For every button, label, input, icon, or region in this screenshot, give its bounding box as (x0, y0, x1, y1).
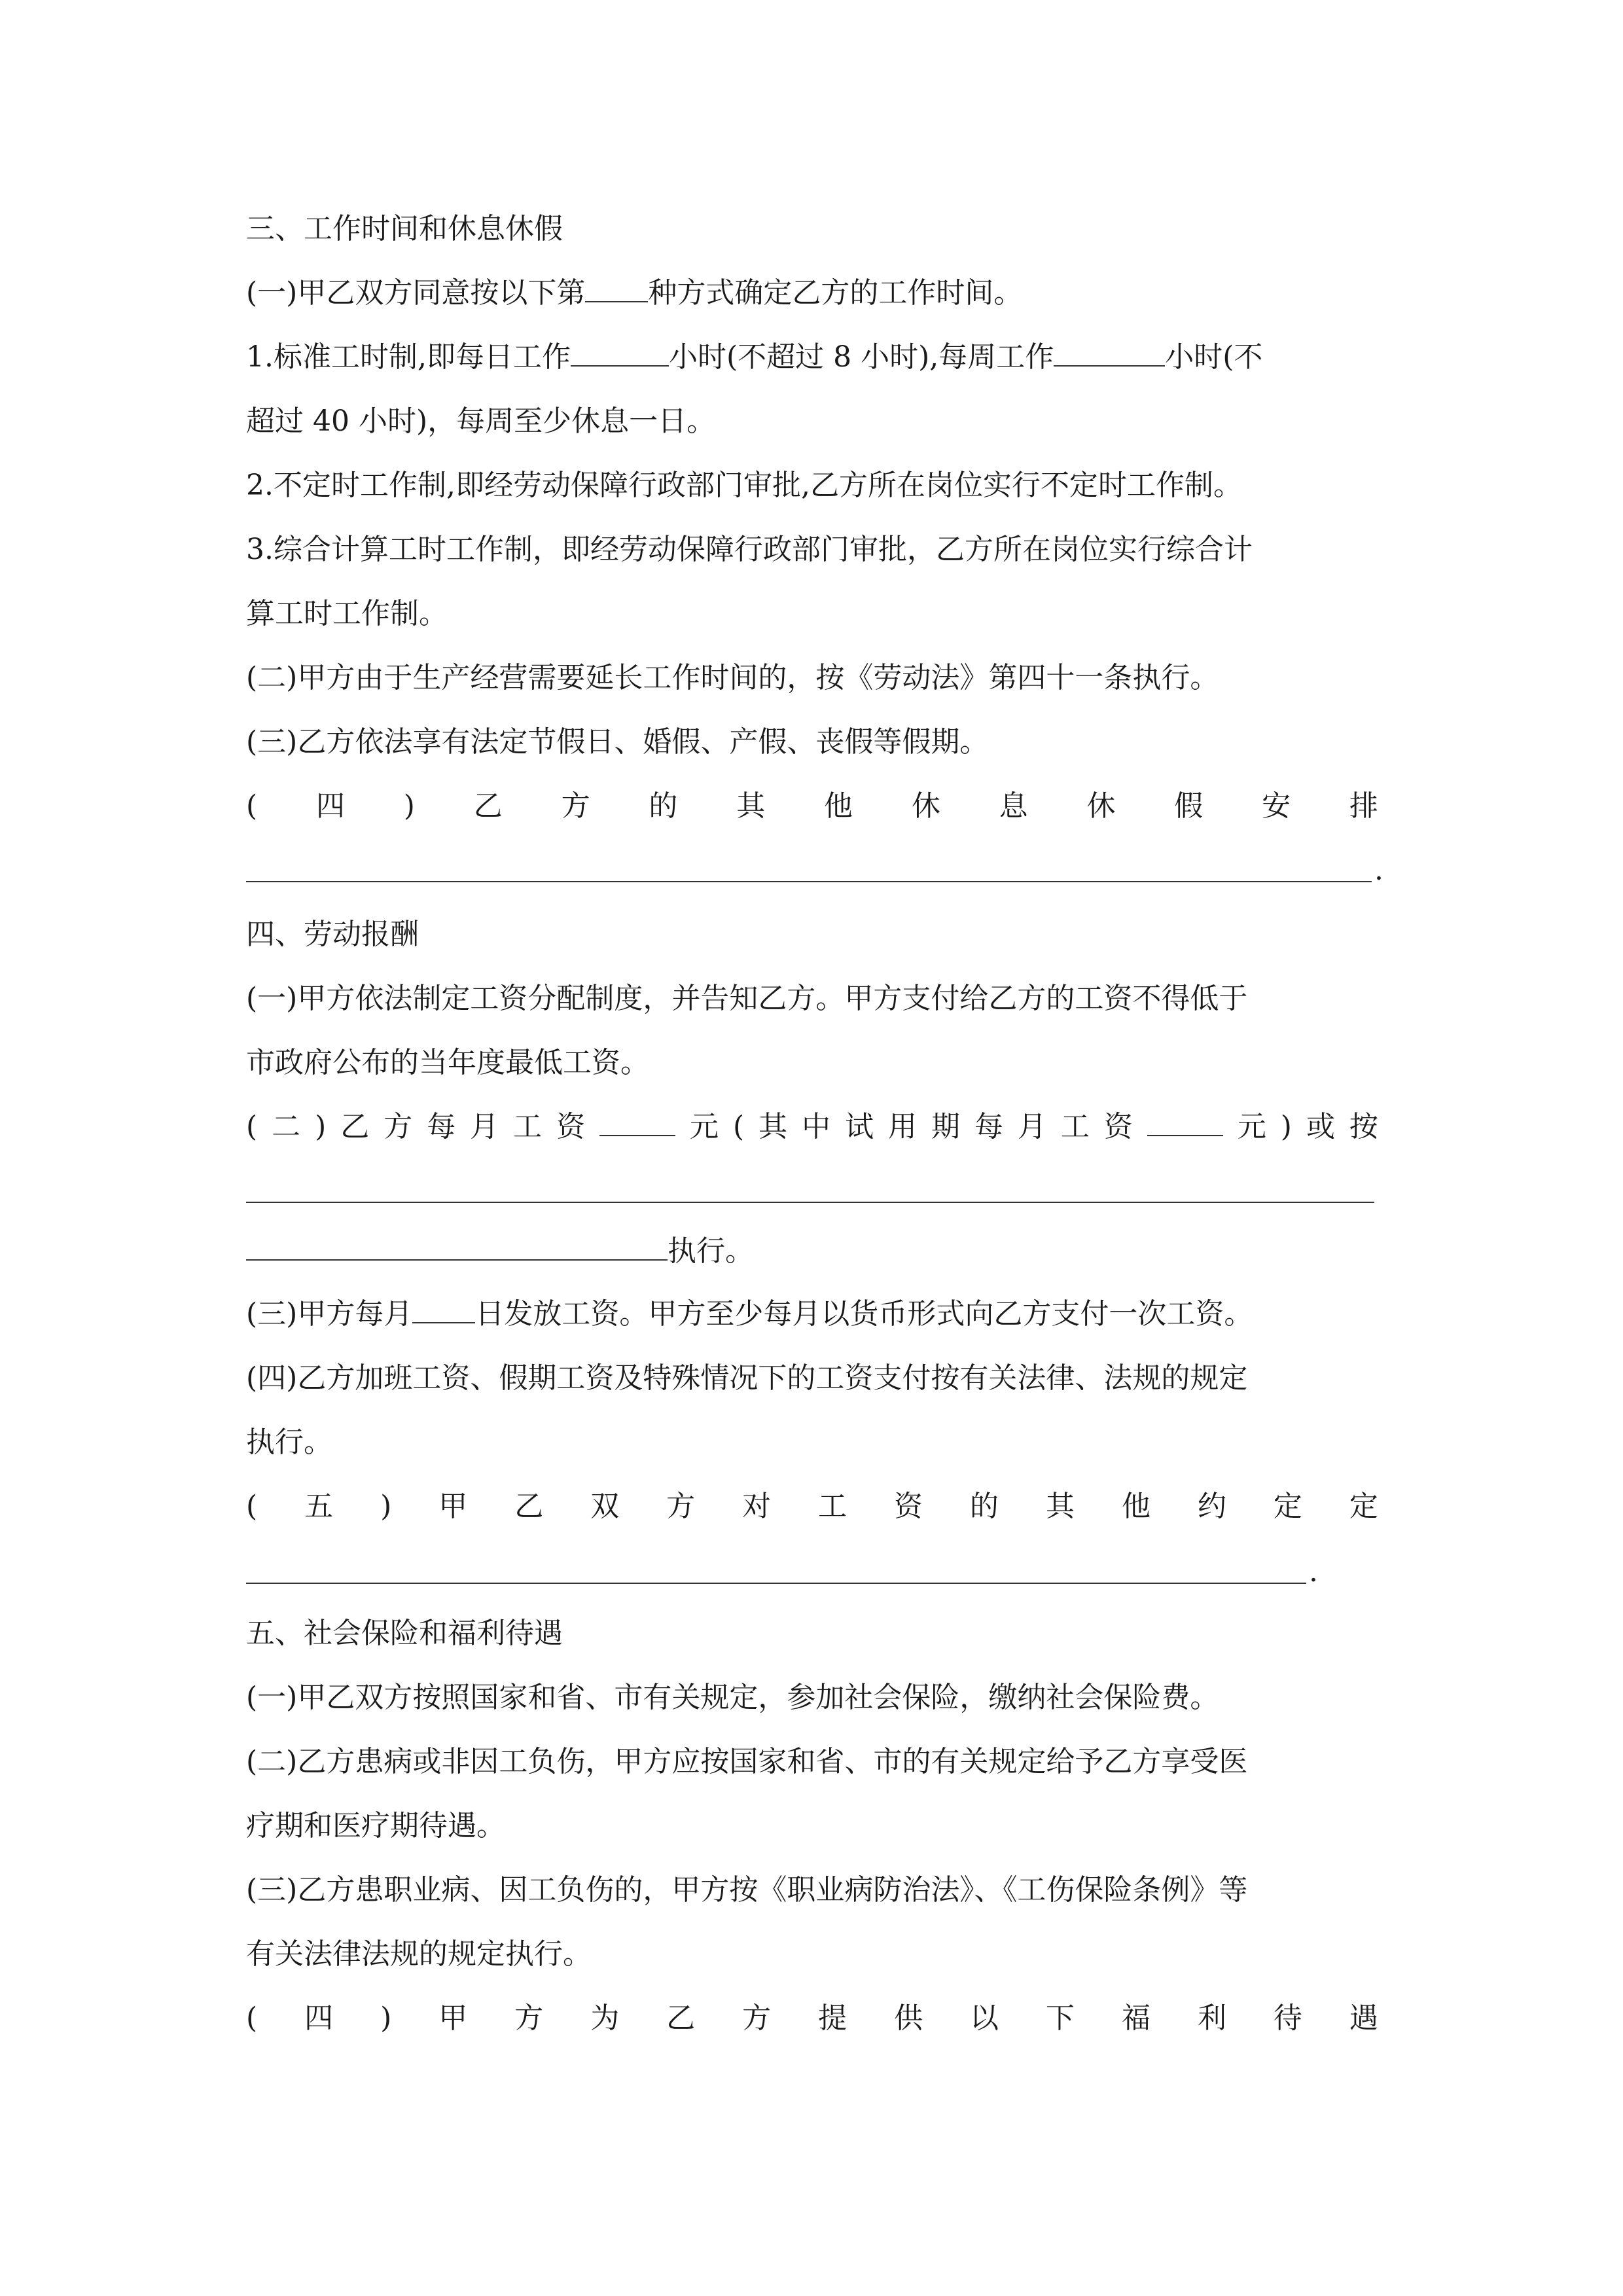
char: ) (403, 789, 415, 823)
wage-basis-blank-2[interactable] (246, 1232, 668, 1261)
s5-clause-3: (三)乙方患职业病、因工负伤的，甲方按《职业病防治法》、《工伤保险条例》等 (246, 1873, 1248, 1907)
s3-standard-hours-a: 1.标准工时制,即每日工作 (246, 340, 571, 374)
s4-clause-1-cont: 市政府公布的当年度最低工资。 (246, 1046, 649, 1079)
char: 排 (1349, 789, 1378, 823)
char: 安 (1262, 789, 1291, 823)
s3-flexible-hours: 2.不定时工作制,即经劳动保障行政部门审批,乙方所在岗位实行不定时工作制。 (246, 469, 1242, 502)
char: 乙 (340, 1110, 370, 1143)
char: 休 (911, 789, 940, 823)
s3-standard-hours-b: 小时(不超过 8 小时),每周工作 (668, 340, 1054, 374)
char: 假 (1174, 789, 1204, 823)
char: ) (380, 1490, 392, 1523)
char: ( (246, 1490, 258, 1523)
s4-clause-3-pre: (三)甲方每月 (246, 1297, 413, 1331)
char: ) (1280, 1110, 1292, 1143)
char: ) (315, 1110, 327, 1143)
s4-clause-3-post: 日发放工资。甲方至少每月以货币形式向乙方支付一次工资。 (475, 1297, 1253, 1331)
char: 约 (1197, 1490, 1226, 1523)
s5-clause-4 (246, 1999, 1378, 2038)
s3-clause-1-pre: (一)甲乙双方同意按以下第 (246, 276, 586, 310)
s4-clause-3 (246, 1295, 1378, 1334)
period: . (1309, 1555, 1318, 1588)
char: 四 (315, 789, 345, 823)
char: 他 (824, 789, 853, 823)
char: 月 (1017, 1110, 1046, 1143)
section-3-heading: 三、工作时间和休息休假 (246, 212, 563, 245)
s3-comprehensive-hours: 3.综合计算工时工作制，即经劳动保障行政部门审批，乙方所在岗位实行综合计 (246, 533, 1253, 566)
char: 甲 (438, 1490, 468, 1523)
daily-hours-blank[interactable] (571, 338, 669, 367)
char: ) (380, 2001, 392, 2035)
char: ( (246, 1110, 258, 1143)
char: 待 (1273, 2001, 1302, 2035)
char: ( (246, 2001, 258, 2035)
char: 方 (742, 2001, 772, 2035)
char: ( (733, 1110, 745, 1143)
char: 下 (1046, 2001, 1075, 2035)
char: 工 (818, 1490, 847, 1523)
char: 方 (666, 1490, 696, 1523)
s5-clause-2: (二)乙方患病或非因工负伤，甲方应按国家和省、市的有关规定给予乙方享受医 (246, 1745, 1248, 1778)
s3-clause-2: (二)甲方由于生产经营需要延长工作时间的，按《劳动法》第四十一条执行。 (246, 661, 1219, 694)
char: 其 (736, 789, 766, 823)
s5-clause-3-cont: 有关法律法规的规定执行。 (246, 1937, 592, 1971)
char: 双 (590, 1490, 620, 1523)
char: 按 (1349, 1110, 1378, 1143)
char: 提 (818, 2001, 847, 2035)
char: 其 (758, 1110, 788, 1143)
char: 乙 (666, 2001, 696, 2035)
char: 每 (427, 1110, 456, 1143)
char: 四 (304, 2001, 334, 2035)
char: 元 (690, 1110, 719, 1143)
char: 遇 (1349, 2001, 1378, 2035)
wage-basis-blank-1[interactable] (246, 1202, 1374, 1203)
s4-clause-4: (四)乙方加班工资、假期工资及特殊情况下的工资支付按有关法律、法规的规定 (246, 1361, 1248, 1395)
char: 乙 (514, 1490, 544, 1523)
char: 定 (1349, 1490, 1378, 1523)
char: 五 (304, 1490, 334, 1523)
char: 中 (802, 1110, 831, 1143)
period: . (1374, 853, 1383, 887)
char: 定 (1273, 1490, 1302, 1523)
s5-clause-1: (一)甲乙双方按照国家和省、市有关规定，参加社会保险，缴纳社会保险费。 (246, 1681, 1219, 1714)
char: 月 (470, 1110, 499, 1143)
s3-standard-hours (246, 338, 1378, 377)
char: 工 (1060, 1110, 1090, 1143)
char: 其 (1046, 1490, 1075, 1523)
char: ( (246, 789, 258, 823)
char: 他 (1121, 1490, 1150, 1523)
char: 二 (272, 1110, 301, 1143)
other-wage-terms-blank[interactable] (246, 1583, 1306, 1584)
s4-clause-2 (246, 1107, 1378, 1147)
char: 或 (1306, 1110, 1335, 1143)
s3-standard-hours-c: 小时(不 (1165, 340, 1263, 374)
s3-clause-1-post: 种方式确定乙方的工作时间。 (648, 276, 1023, 310)
char: 福 (1121, 2001, 1150, 2035)
char: 资 (894, 1490, 923, 1523)
s3-clause-1 (246, 274, 1378, 313)
monthly-wage-blank[interactable] (599, 1107, 675, 1136)
char: 元 (1237, 1110, 1266, 1143)
other-leave-blank[interactable] (246, 881, 1372, 882)
char: 方 (383, 1110, 413, 1143)
char: 方 (561, 789, 590, 823)
char: 期 (931, 1110, 961, 1143)
char: 每 (974, 1110, 1003, 1143)
char: 息 (999, 789, 1028, 823)
char: 工 (513, 1110, 543, 1143)
s4-clause-5 (246, 1487, 1378, 1526)
char: 以 (970, 2001, 999, 2035)
char: 休 (1086, 789, 1116, 823)
s4-clause-2-exec (246, 1232, 1378, 1271)
char: 的 (970, 1490, 999, 1523)
char: 利 (1197, 2001, 1226, 2035)
char: 乙 (473, 789, 503, 823)
s3-standard-hours-cont: 超过 40 小时)，每周至少休息一日。 (246, 404, 716, 438)
s4-exec-text: 执行。 (668, 1234, 754, 1268)
char: 甲 (438, 2001, 468, 2035)
char: 用 (888, 1110, 918, 1143)
s3-clause-4 (246, 787, 1378, 826)
char: 为 (590, 2001, 620, 2035)
weekly-hours-blank[interactable] (1054, 338, 1165, 367)
s5-clause-2-cont: 疗期和医疗期待遇。 (246, 1809, 505, 1842)
s3-comprehensive-hours-cont: 算工时工作制。 (246, 597, 448, 630)
char: 对 (742, 1490, 772, 1523)
s3-clause-3: (三)乙方依法享有法定节假日、婚假、产假、丧假等假期。 (246, 725, 989, 759)
char: 供 (894, 2001, 923, 2035)
char: 试 (845, 1110, 874, 1143)
char: 的 (649, 789, 678, 823)
work-time-method-blank[interactable] (585, 274, 648, 302)
char: 方 (514, 2001, 544, 2035)
char: 资 (556, 1110, 586, 1143)
probation-wage-blank[interactable] (1147, 1107, 1223, 1136)
section-4-heading: 四、劳动报酬 (246, 918, 419, 951)
char: 资 (1103, 1110, 1133, 1143)
s4-clause-4-cont: 执行。 (246, 1426, 332, 1459)
s4-clause-1: (一)甲方依法制定工资分配制度，并告知乙方。甲方支付给乙方的工资不得低于 (246, 982, 1248, 1015)
section-5-heading: 五、社会保险和福利待遇 (246, 1617, 563, 1650)
payday-blank[interactable] (412, 1295, 475, 1323)
